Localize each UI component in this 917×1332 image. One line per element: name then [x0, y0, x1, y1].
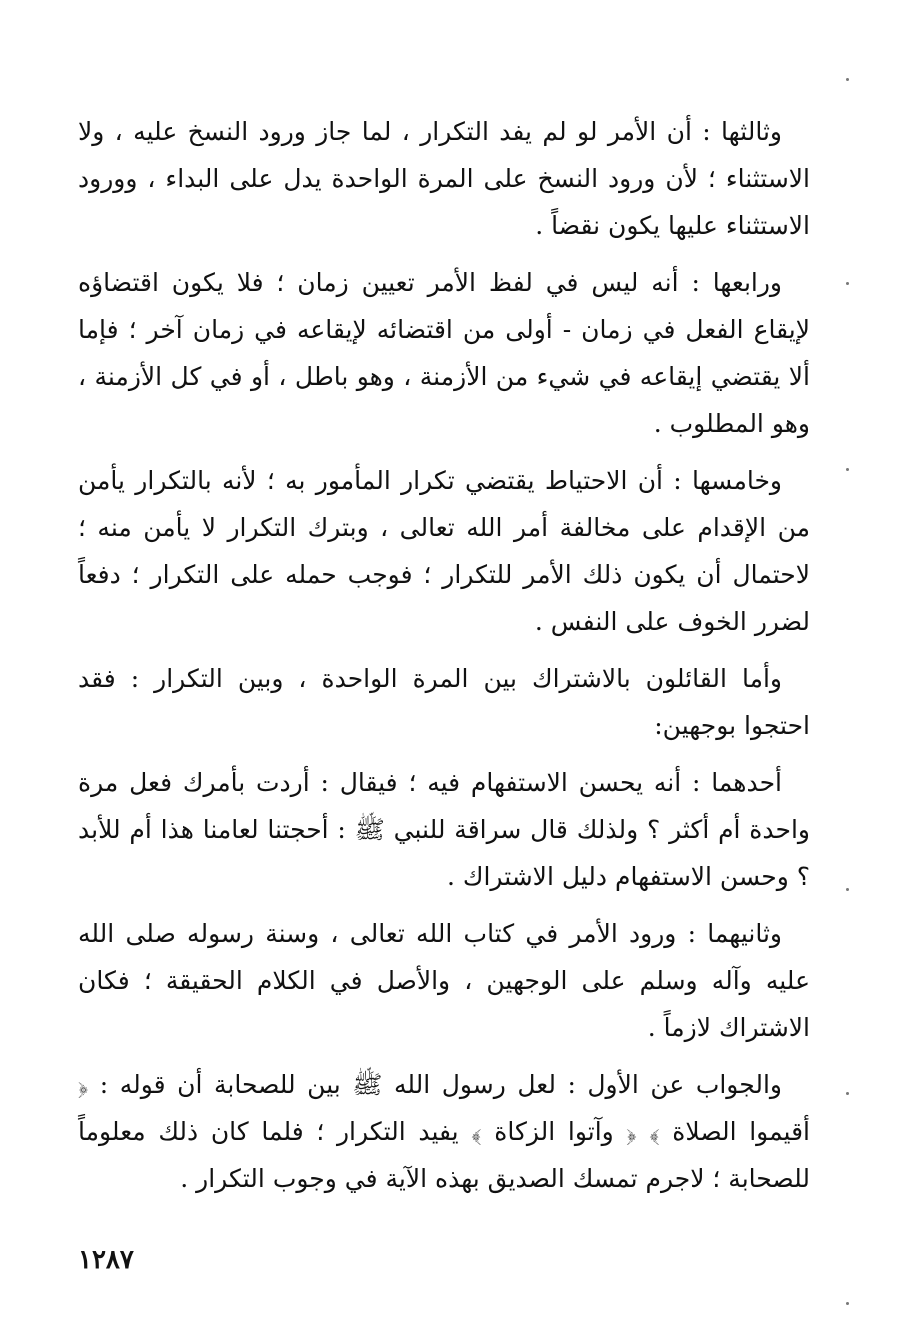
- scan-speck: [846, 468, 849, 471]
- scan-speck: [846, 282, 849, 285]
- paragraph-third-argument: وثالثها : أن الأمر لو لم يفد التكرار ، لما جاز ورود النسخ عليه ، ولا الاستثناء ؛ لأن ورود النسخ على المرة الواحدة يدل على البداء ، وورود الاستثناء عليها يكون نقضاً .: [78, 117, 810, 240]
- scan-speck: [846, 1092, 849, 1095]
- paragraph-first-aspect: أحدهما : أنه يحسن الاستفهام فيه ؛ فيقال : أردت بأمرك فعل مرة واحدة أم أكثر ؟ ولذلك قال سراقة للنبي ﷺ : أحجتنا لعامنا هذا أم للأبد ؟ وحسن الاستفهام دليل الاشتراك .: [78, 768, 811, 891]
- scan-speck: [846, 1302, 849, 1305]
- page-number: ١٢٨٧: [78, 1245, 134, 1275]
- body-text: [78, 108, 810, 1212]
- paragraph-second-aspect: وثانيهما : ورود الأمر في كتاب الله تعالى ، وسنة رسوله صلى الله عليه وآله وسلم على الوجهين ، والأصل في الكلام الحقيقة ؛ فكان الاشتراك لازماً .: [78, 919, 810, 1042]
- paragraph-response-first: والجواب عن الأول : لعل رسول الله ﷺ بين للصحابة أن قوله : ﴿ أقيموا الصلاة ﴾ ﴿ وآتوا الزكاة ﴾ يفيد التكرار ؛ فلما كان ذلك معلوماً للصحابة ؛ لاجرم تمسك الصديق بهذه الآية في وجوب التكرار .: [78, 1070, 810, 1193]
- scan-speck: [846, 78, 849, 81]
- paragraph-fifth-argument: وخامسها : أن الاحتياط يقتضي تكرار المأمور به ؛ لأنه بالتكرار يأمن من الإقدام على مخالفة أمر الله تعالى ، وبترك التكرار لا يأمن منه ؛ لاحتمال أن يكون ذلك الأمر للتكرار ؛ فوجب حمله على التكرار ؛ دفعاً لضرر الخوف على النفس .: [78, 466, 810, 636]
- scan-speck: [846, 888, 849, 891]
- paragraph-shared-meaning-intro: وأما القائلون بالاشتراك بين المرة الواحدة ، وبين التكرار : فقد احتجوا بوجهين:: [78, 664, 810, 740]
- paragraph-fourth-argument: ورابعها : أنه ليس في لفظ الأمر تعيين زمان ؛ فلا يكون اقتضاؤه لإيقاع الفعل في زمان - أولى من اقتضائه لإيقاعه في زمان آخر ؛ فإما ألا يقتضي إيقاعه في شيء من الأزمنة ، وهو باطل ، أو في كل الأزمنة ، وهو المطلوب .: [78, 268, 810, 438]
